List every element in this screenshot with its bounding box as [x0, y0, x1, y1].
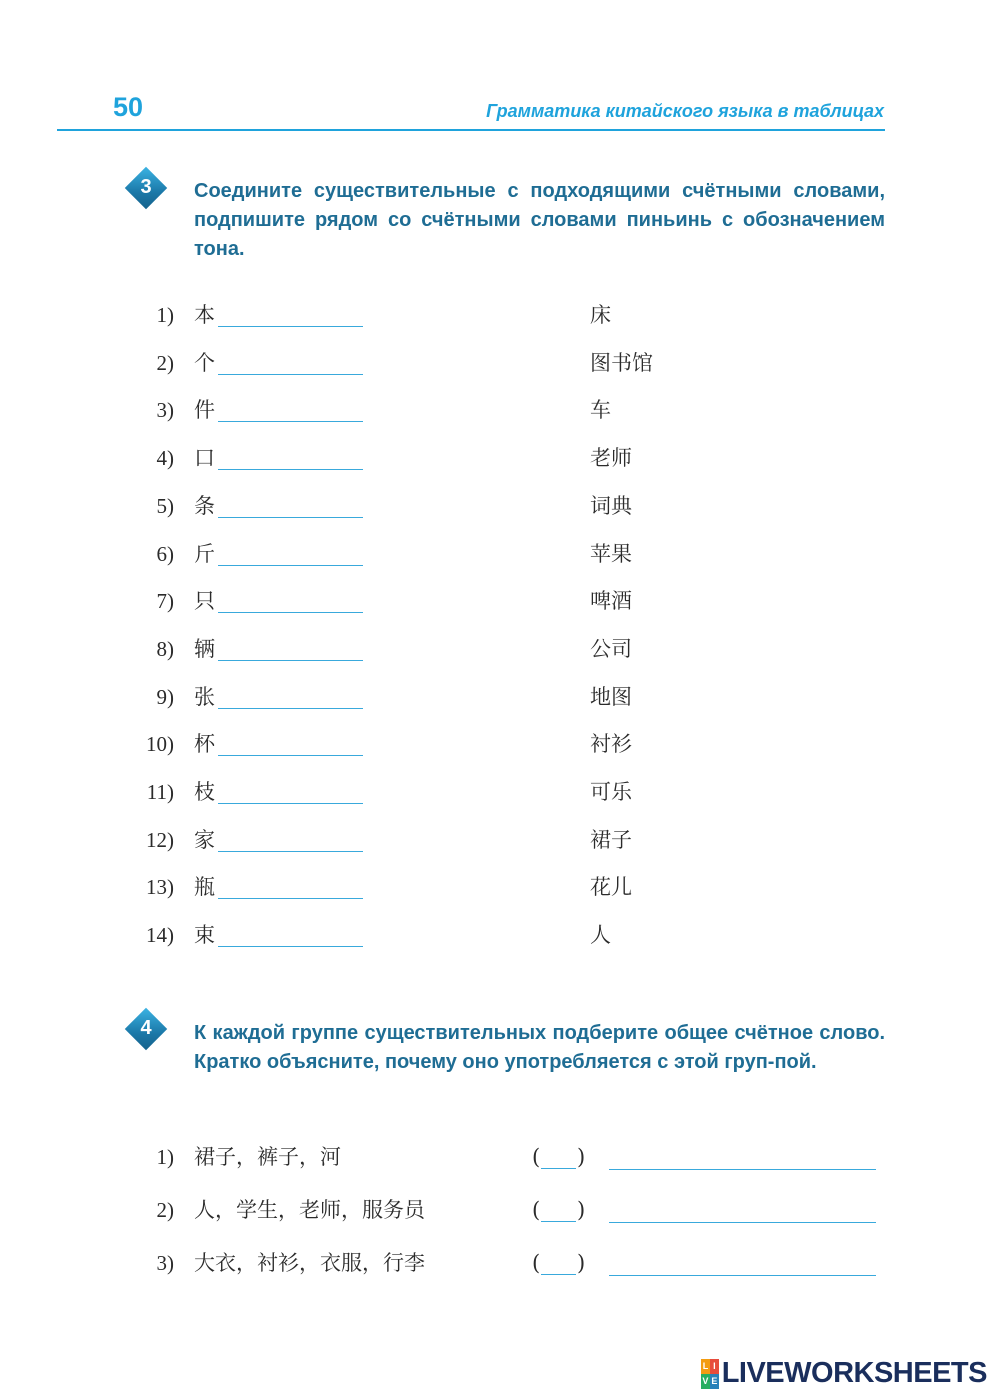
item-number: 7)	[156, 589, 174, 613]
pinyin-answer-blank[interactable]	[218, 898, 363, 899]
measure-word: 个	[194, 351, 215, 375]
measure-word: 件	[194, 398, 215, 422]
measure-word-blank[interactable]	[541, 1221, 576, 1222]
measure-word: 条	[194, 494, 215, 518]
item-number: 2)	[156, 351, 174, 375]
exercise-3-number: 3	[140, 176, 152, 198]
measure-word: 家	[194, 828, 215, 852]
noun-group: 裙子，裤子，河	[194, 1145, 341, 1169]
item-number: 3)	[156, 398, 174, 422]
noun-group: 大衣，衬衫，衣服，行李	[194, 1251, 425, 1275]
noun[interactable]: 可乐	[590, 780, 632, 804]
logo-mark-letter: V	[701, 1374, 710, 1389]
item-number: 13)	[146, 875, 174, 899]
pinyin-answer-blank[interactable]	[218, 708, 363, 709]
item-number: 4)	[156, 446, 174, 470]
item-number: 10)	[146, 732, 174, 756]
pinyin-answer-blank[interactable]	[218, 374, 363, 375]
item-number: 1)	[156, 303, 174, 327]
exercise-3-instruction: Соедините существительные с подходящими счётными словами, подпишите рядом со счётными словами пиньинь с обозначением тона.	[194, 180, 885, 260]
pinyin-answer-blank[interactable]	[218, 612, 363, 613]
page-number: 50	[113, 92, 144, 122]
item-number: 1)	[156, 1145, 174, 1169]
close-paren: )	[577, 1198, 586, 1222]
noun[interactable]: 衬衫	[590, 732, 632, 756]
pinyin-answer-blank[interactable]	[218, 803, 363, 804]
pinyin-answer-blank[interactable]	[218, 851, 363, 852]
item-number: 3)	[156, 1251, 174, 1275]
liveworksheets-logo-icon	[701, 1359, 719, 1389]
measure-word: 瓶	[194, 875, 215, 899]
pinyin-answer-blank[interactable]	[218, 660, 363, 661]
measure-word: 辆	[194, 637, 215, 661]
open-paren: (	[532, 1251, 541, 1275]
noun[interactable]: 老师	[590, 446, 632, 470]
noun[interactable]: 人	[590, 923, 611, 947]
explanation-blank[interactable]	[609, 1275, 876, 1276]
noun[interactable]: 苹果	[590, 542, 632, 566]
measure-word: 只	[194, 589, 215, 613]
noun[interactable]: 啤酒	[590, 589, 632, 613]
explanation-blank[interactable]	[609, 1222, 876, 1223]
close-paren: )	[577, 1251, 586, 1275]
exercise-4-instruction: К каждой группе существительных подберите общее счётное слово. Кратко объясните, почему оно употребляется с этой груп-пой.	[194, 1022, 885, 1073]
item-number: 8)	[156, 637, 174, 661]
item-number: 12)	[146, 828, 174, 852]
noun[interactable]: 花儿	[590, 875, 632, 899]
noun[interactable]: 裙子	[590, 828, 632, 852]
item-number: 14)	[146, 923, 174, 947]
measure-word: 束	[194, 923, 215, 947]
noun[interactable]: 词典	[590, 494, 632, 518]
logo-mark-letter: E	[710, 1374, 719, 1389]
pinyin-answer-blank[interactable]	[218, 326, 363, 327]
logo-mark-letter: I	[710, 1359, 719, 1374]
logo-mark-letter: L	[701, 1359, 710, 1374]
pinyin-answer-blank[interactable]	[218, 755, 363, 756]
pinyin-answer-blank[interactable]	[218, 421, 363, 422]
header-rule	[57, 129, 885, 131]
liveworksheets-logo-text: LIVEWORKSHEETS	[721, 1357, 987, 1389]
open-paren: (	[532, 1198, 541, 1222]
item-number: 5)	[156, 494, 174, 518]
noun[interactable]: 公司	[590, 637, 632, 661]
item-number: 6)	[156, 542, 174, 566]
measure-word: 张	[194, 685, 215, 709]
measure-word: 斤	[194, 542, 215, 566]
running-title: Грамматика китайского языка в таблицах	[486, 101, 884, 121]
explanation-blank[interactable]	[609, 1169, 876, 1170]
item-number: 2)	[156, 1198, 174, 1222]
pinyin-answer-blank[interactable]	[218, 946, 363, 947]
noun[interactable]: 地图	[590, 685, 632, 709]
measure-word: 枝	[194, 780, 215, 804]
liveworksheets-logo	[701, 1357, 987, 1390]
pinyin-answer-blank[interactable]	[218, 517, 363, 518]
noun[interactable]: 车	[590, 398, 611, 422]
noun[interactable]: 床	[590, 303, 611, 327]
pinyin-answer-blank[interactable]	[218, 469, 363, 470]
measure-word: 口	[194, 446, 215, 470]
item-number: 9)	[156, 685, 174, 709]
item-number: 11)	[146, 780, 174, 804]
measure-word-blank[interactable]	[541, 1274, 576, 1275]
noun-group: 人，学生，老师，服务员	[194, 1198, 425, 1222]
measure-word: 本	[194, 303, 215, 327]
exercise-4-number: 4	[140, 1017, 152, 1039]
measure-word-blank[interactable]	[541, 1168, 576, 1169]
pinyin-answer-blank[interactable]	[218, 565, 363, 566]
measure-word: 杯	[194, 732, 215, 756]
close-paren: )	[577, 1145, 586, 1169]
open-paren: (	[532, 1145, 541, 1169]
noun[interactable]: 图书馆	[590, 351, 653, 375]
